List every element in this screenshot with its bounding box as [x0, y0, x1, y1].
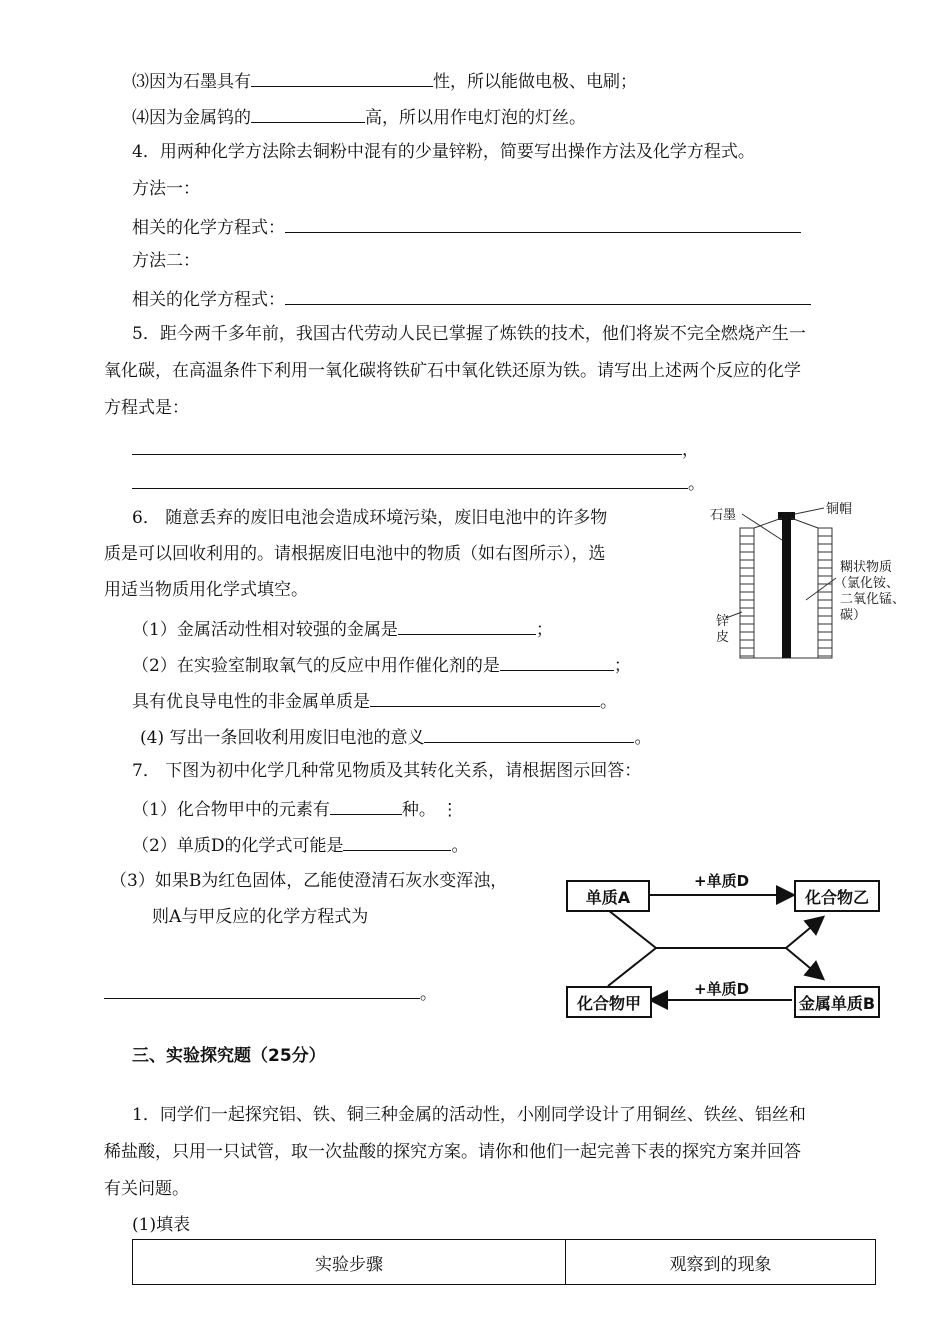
q6-s4-blank[interactable]	[424, 724, 634, 743]
q7-stem: 7． 下图为初中化学几种常见物质及其转化关系，请根据图示回答：	[132, 761, 642, 781]
section3-title: 三、实验探究题（25分）	[132, 1046, 326, 1066]
q6-line3: 用适当物质用化学式填空。	[104, 580, 308, 600]
q4-eq2-blank[interactable]	[285, 286, 811, 305]
q3-4-blank[interactable]	[251, 104, 365, 123]
node-b: 金属单质B	[794, 986, 880, 1018]
q5-line2: 氧化碳，在高温条件下利用一氧化碳将铁矿石中氧化铁还原为铁。请写出上述两个反应的化学	[104, 361, 801, 381]
q7-s3-blank[interactable]	[104, 980, 420, 999]
zinc-label-1: 锌	[716, 614, 730, 629]
q5-blank1-line: ，	[132, 436, 699, 461]
q4-eq1-blank[interactable]	[285, 214, 801, 233]
s3-q1-line2: 稀盐酸，只用一只试管，取一次盐酸的探究方案。请你和他们一起完善下表的探究方案并回答	[104, 1142, 801, 1162]
q7-s2-line: （2）单质D的化学式可能是 。	[132, 832, 468, 857]
q3-3-blank[interactable]	[251, 68, 433, 87]
q4-eq1-line: 相关的化学方程式：	[132, 214, 801, 239]
q5-blank1[interactable]	[132, 436, 682, 455]
bottom-arrow-label: +单质D	[694, 980, 750, 998]
q6-s4-line: (4) 写出一条回收利用废旧电池的意义 。	[140, 724, 651, 749]
q3-4-line: ⑷因为金属钨的 高，所以用作电灯泡的灯丝。	[132, 104, 586, 129]
q6-s1-line: （1）金属活动性相对较强的金属是 ；	[132, 616, 553, 641]
node-yi: 化合物乙	[794, 880, 880, 912]
q4-method2: 方法二：	[132, 251, 200, 271]
q5-line1: 5．距今两千多年前，我国古代劳动人民已掌握了炼铁的技术，他们将炭不完全燃烧产生一	[132, 324, 806, 344]
q7-s3-blank-line: 。	[104, 980, 437, 1005]
q7-s1-blank[interactable]	[330, 796, 402, 815]
q3-3-line: ⑶因为石墨具有 性，所以能做电极、电刷；	[132, 68, 637, 93]
q6-line2: 质是可以回收利用的。请根据废旧电池中的物质（如右图所示），选	[104, 544, 606, 564]
paste-label-2: （氯化铵、	[834, 576, 900, 591]
q6-s2-blank[interactable]	[500, 652, 614, 671]
q7-s2-blank[interactable]	[343, 832, 451, 851]
s3-q1-line3: 有关问题。	[104, 1179, 189, 1199]
q7-s3-line1: （3）如果B为红色固体，乙能使澄清石灰水变浑浊，	[110, 871, 508, 891]
node-a: 单质A	[566, 880, 650, 912]
q4-stem: 4．用两种化学方法除去铜粉中混有的少量锌粉，简要写出操作方法及化学方程式。	[132, 142, 755, 162]
battery-figure	[706, 500, 926, 670]
q7-s1-line: （1）化合物甲中的元素有 种。 ⋮	[132, 796, 458, 821]
q5-blank2-line: 。	[132, 470, 705, 495]
paste-label-4: 碳）	[840, 608, 867, 623]
paste-label-1: 糊状物质	[840, 560, 893, 575]
table-header-row	[133, 1240, 876, 1285]
q6-s2-line: （2）在实验室制取氧气的反应中用作催化剂的是 ；	[132, 652, 631, 677]
graphite-label: 石墨	[710, 508, 737, 523]
q6-s1-blank[interactable]	[398, 616, 536, 635]
q6-s3-blank[interactable]	[370, 688, 600, 707]
fill-table-label: (1)填表	[132, 1215, 191, 1235]
header-observations: 观察到的现象	[566, 1240, 876, 1285]
experiment-table	[132, 1239, 876, 1285]
header-steps: 实验步骤	[133, 1240, 566, 1285]
q5-line3: 方程式是：	[104, 398, 189, 418]
graphite-rod	[782, 518, 791, 658]
q4-eq2-line: 相关的化学方程式：	[132, 286, 811, 311]
conversion-diagram	[560, 866, 882, 1022]
top-arrow-label: +单质D	[694, 872, 750, 890]
paste-label-3: 二氧化锰、	[840, 592, 906, 607]
q6-line1: 6． 随意丢弃的废旧电池会造成环境污染，废旧电池中的许多物	[132, 508, 608, 528]
copper-cap-label: 铜帽	[826, 502, 853, 517]
zinc-label-2: 皮	[716, 630, 730, 645]
q6-s3-line: 具有优良导电性的非金属单质是 。	[132, 688, 617, 713]
q7-s3-line2: 则A与甲反应的化学方程式为	[152, 907, 369, 927]
q4-method1: 方法一：	[132, 179, 200, 199]
node-jia: 化合物甲	[566, 986, 652, 1018]
q5-blank2[interactable]	[132, 470, 688, 489]
s3-q1-line1: 1．同学们一起探究铝、铁、铜三种金属的活动性，小刚同学设计了用铜丝、铁丝、铝丝和	[132, 1105, 806, 1125]
